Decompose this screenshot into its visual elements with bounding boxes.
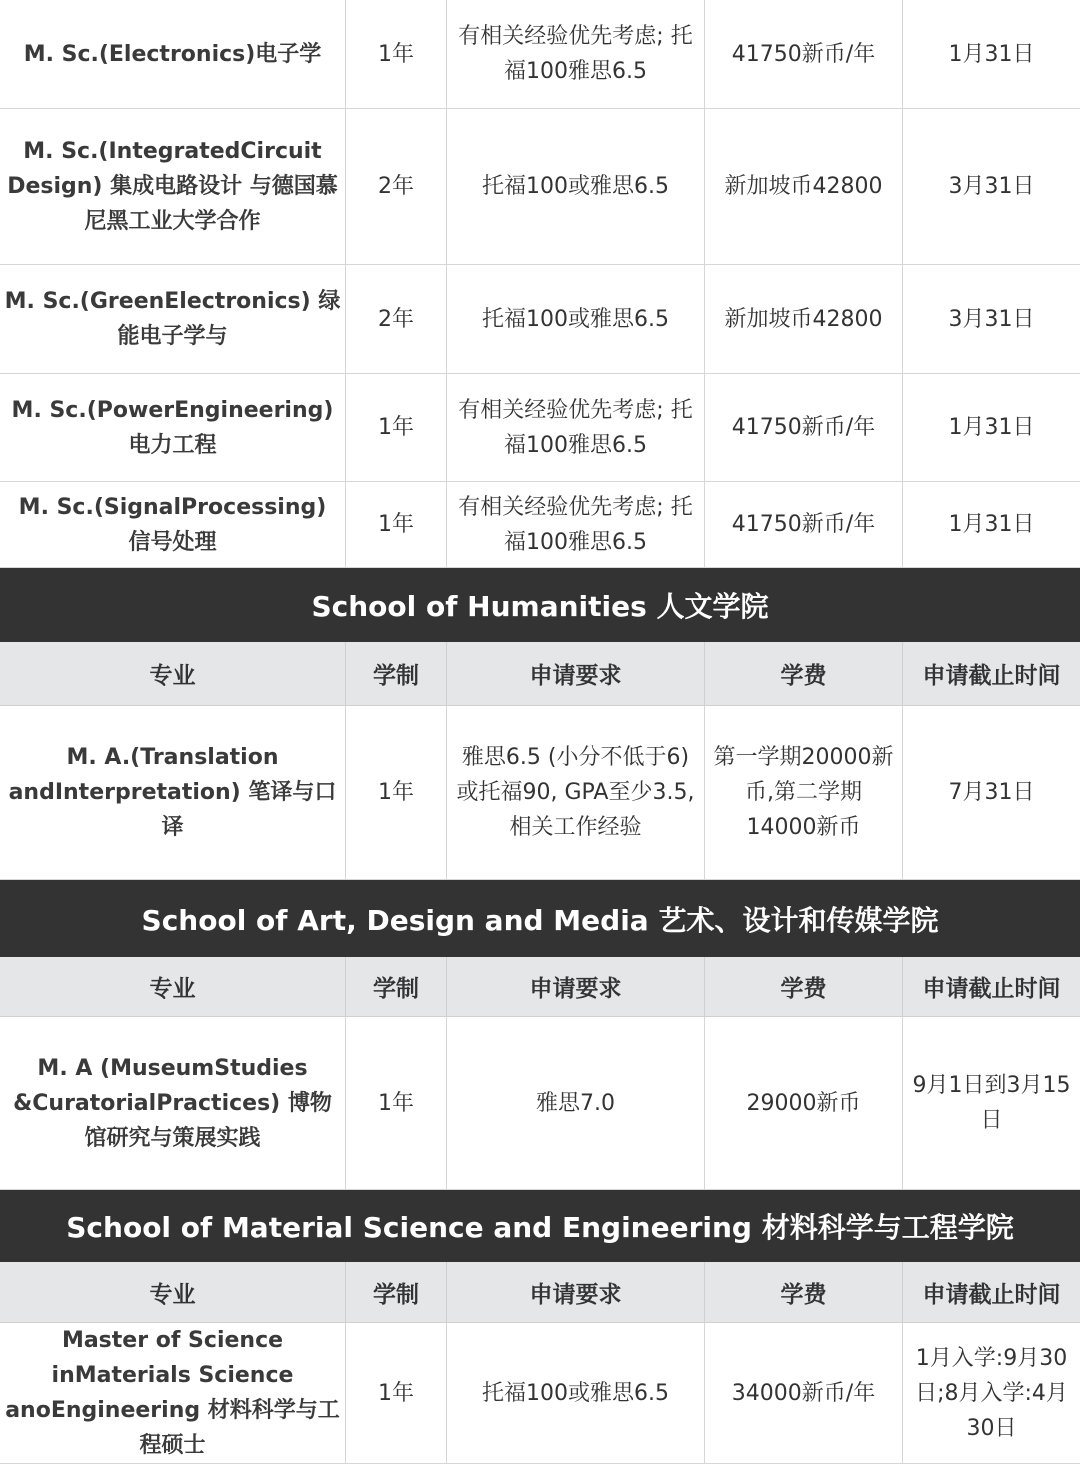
header-requirement: 申请要求	[447, 957, 705, 1017]
tuition-cell: 29000新币	[705, 1017, 903, 1190]
major-cell: M. Sc.(IntegratedCircuit Design) 集成电路设计 与德国慕尼黑工业大学合作	[0, 109, 346, 265]
table-header-row	[0, 642, 1080, 706]
header-major: 专业	[0, 1262, 346, 1323]
requirement-cell: 托福100或雅思6.5	[447, 265, 705, 374]
header-requirement: 申请要求	[447, 642, 705, 706]
header-deadline: 申请截止时间	[903, 642, 1080, 706]
tuition-cell: 41750新币/年	[705, 374, 903, 482]
deadline-cell: 9月1日到3月15日	[903, 1017, 1080, 1190]
deadline-cell: 1月31日	[903, 482, 1080, 568]
table-header-row	[0, 957, 1080, 1017]
header-deadline: 申请截止时间	[903, 1262, 1080, 1323]
requirement-cell: 雅思7.0	[447, 1017, 705, 1190]
header-requirement: 申请要求	[447, 1262, 705, 1323]
table-row	[0, 265, 1080, 374]
tuition-cell: 第一学期20000新币,第二学期14000新币	[705, 706, 903, 880]
deadline-cell: 3月31日	[903, 109, 1080, 265]
duration-cell: 2年	[346, 265, 447, 374]
deadline-cell: 1月31日	[903, 374, 1080, 482]
table-row	[0, 1323, 1080, 1458]
duration-cell: 1年	[346, 706, 447, 880]
requirement-cell: 有相关经验优先考虑; 托福100雅思6.5	[447, 482, 705, 568]
duration-cell: 1年	[346, 482, 447, 568]
table-row	[0, 109, 1080, 265]
duration-cell: 1年	[346, 1323, 447, 1464]
requirement-cell: 有相关经验优先考虑; 托福100雅思6.5	[447, 0, 705, 109]
tuition-cell: 41750新币/年	[705, 482, 903, 568]
major-cell: M. Sc.(GreenElectronics) 绿能电子学与	[0, 265, 346, 374]
duration-cell: 1年	[346, 0, 447, 109]
header-duration: 学制	[346, 642, 447, 706]
tuition-cell: 新加坡币42800	[705, 265, 903, 374]
header-deadline: 申请截止时间	[903, 957, 1080, 1017]
requirement-cell: 有相关经验优先考虑; 托福100雅思6.5	[447, 374, 705, 482]
table-row	[0, 482, 1080, 568]
header-duration: 学制	[346, 957, 447, 1017]
header-major: 专业	[0, 957, 346, 1017]
major-cell: M. Sc.(PowerEngineering) 电力工程	[0, 374, 346, 482]
header-tuition: 学费	[705, 957, 903, 1017]
table-row	[0, 1017, 1080, 1190]
tuition-cell: 34000新币/年	[705, 1323, 903, 1464]
requirement-cell: 托福100或雅思6.5	[447, 109, 705, 265]
table-header-row	[0, 1262, 1080, 1323]
table-row	[0, 374, 1080, 482]
section-title: School of Material Science and Engineering 材料科学与工程学院	[0, 1190, 1080, 1262]
deadline-cell: 1月31日	[903, 0, 1080, 109]
table-row	[0, 706, 1080, 880]
section-title: School of Art, Design and Media 艺术、设计和传媒学院	[0, 880, 1080, 957]
major-cell: M. Sc.(Electronics)电子学	[0, 0, 346, 109]
header-duration: 学制	[346, 1262, 447, 1323]
major-cell: Master of Science inMaterials Science anoEngineering 材料科学与工程硕士	[0, 1323, 346, 1464]
major-cell: M. A.(Translation andInterpretation) 笔译与口译	[0, 706, 346, 880]
major-cell: M. A (MuseumStudies &CuratorialPractices) 博物馆研究与策展实践	[0, 1017, 346, 1190]
tuition-cell: 41750新币/年	[705, 0, 903, 109]
duration-cell: 1年	[346, 1017, 447, 1190]
major-cell: M. Sc.(SignalProcessing) 信号处理	[0, 482, 346, 568]
duration-cell: 1年	[346, 374, 447, 482]
table-row	[0, 0, 1080, 109]
header-tuition: 学费	[705, 642, 903, 706]
requirement-cell: 托福100或雅思6.5	[447, 1323, 705, 1464]
deadline-cell: 1月入学:9月30日;8月入学:4月30日	[903, 1323, 1080, 1464]
section-title: School of Humanities 人文学院	[0, 568, 1080, 642]
duration-cell: 2年	[346, 109, 447, 265]
header-tuition: 学费	[705, 1262, 903, 1323]
header-major: 专业	[0, 642, 346, 706]
deadline-cell: 3月31日	[903, 265, 1080, 374]
deadline-cell: 7月31日	[903, 706, 1080, 880]
tuition-cell: 新加坡币42800	[705, 109, 903, 265]
requirement-cell: 雅思6.5 (小分不低于6)或托福90, GPA至少3.5, 相关工作经验	[447, 706, 705, 880]
